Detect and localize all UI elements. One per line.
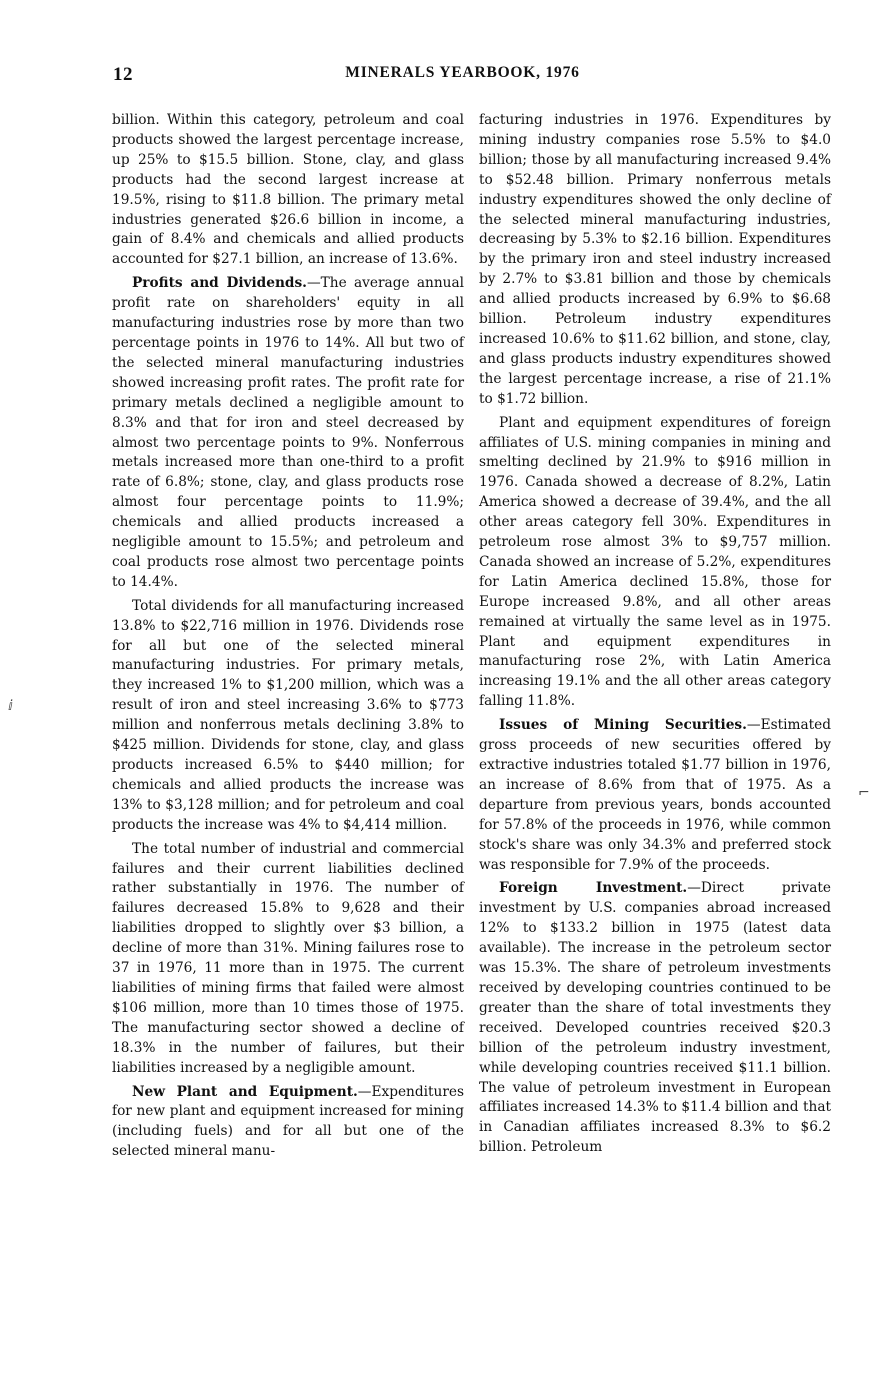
- section-heading-profits: Profits and Dividends.: [132, 275, 307, 292]
- paragraph-income-continued: billion. Within this category, petroleum and coal products showed the largest percentage increase, up 25% to $15.5 billion. Stone, clay, and glass products had the second largest increase at 19.5%, rising to $11.8 billion. The primary metal industries generated $26.6 billion in income, a gain of 8.4% and chemicals and allied products accounted for $27.1 billion, an increase of 13.6%.: [112, 112, 464, 268]
- paragraph-foreign-investment: [479, 879, 831, 1158]
- paragraph-failures: The total number of industrial and commercial failures and their current liabilities declined rather substantially in 1976. The number of failures decreased 15.8% to 9,628 and their liabilities dropped to slightly over $3 billion, a decline of more than 31%. Mining failures rose to 37 in 1976, 11 more than in 1975. The current liabilities of mining firms that failed were almost $106 million, more than 10 times those of 1975. The manufacturing sector showed a decline of 18.3% in the number of failures, but their liabilities increased by a negligible amount.: [112, 840, 464, 1076]
- section-heading-foreign-investment: Foreign Investment.: [499, 880, 688, 897]
- right-column: [479, 111, 831, 1158]
- paragraph-profits-dividends: [112, 274, 464, 593]
- running-title: MINERALS YEARBOOK, 1976: [345, 64, 580, 81]
- left-column: [112, 111, 464, 1162]
- margin-mark: ⌐: [858, 785, 870, 801]
- section-heading-securities: Issues of Mining Securities.: [499, 717, 747, 734]
- paragraph-mining-securities: [479, 716, 831, 875]
- paragraph-new-plant: [112, 1083, 464, 1163]
- paragraph-profits-body: —The average annual profit rate on shareholders' equity in all manufacturing industries rose by more than two percentage points in 1976 to 14%. All but two of the selected mineral manufacturing industries showed increasing profit rates. The profit rate for primary metals declined a negligible amount to 8.3% and that for iron and steel decreased by almost two percentage points to 9%. Nonferrous metals increased more than one-third to a profit rate of 6.8%; stone, clay, and glass products rose almost four percentage points to 11.9%; chemicals and allied products increased a negligible amount to 15.5%; and petroleum and coal products rose almost two percentage points to 14.4%.: [112, 275, 465, 590]
- paragraph-new-plant-body: —Expenditures for new plant and equipment increased for mining (including fuels) and for all but one of the selected mineral manu-: [112, 1083, 464, 1160]
- page-number: 12: [113, 64, 133, 85]
- section-heading-new-plant: New Plant and Equipment.: [132, 1083, 358, 1100]
- paragraph-expenditures-continued: facturing industries in 1976. Expenditures by mining industry companies rose 5.5% to $4.0 billion; those by all manufacturing increased 9.4% to $52.48 billion. Primary nonferrous metals industry expenditures showed the only decline of the selected mineral manufacturing industries, decreasing by 5.3% to $2.16 billion. Expenditures by the primary iron and steel industry increased by 2.7% to $3.81 billion and those by chemicals and allied products increased by 6.9% to $6.68 billion. Petroleum industry expenditures increased 10.6% to $11.62 billion, and stone, clay, and glass products industry expenditures showed the largest percentage increase, a rise of 21.1% to $1.72 billion.: [479, 112, 831, 407]
- paragraph-securities-body: —Estimated gross proceeds of new securities offered by extractive industries totaled $1.77 billion in 1976, an increase of 8.6% from that of 1975. As a departure from previous years, bonds accounted for 57.8% of the proceeds in 1976, while common stock's share was only 34.3% and preferred stock was responsible for 7.9% of the proceeds.: [479, 717, 831, 873]
- paragraph-foreign-affiliates: Plant and equipment expenditures of foreign affiliates of U.S. mining companies in mining and smelting declined by 21.9% to $916 million in 1976. Canada showed a decrease of 8.2%, Latin America showed a decrease of 39.4%, and the all other areas category fell 30%. Expenditures in petroleum rose almost 3% to $9,757 million. Canada showed an increase of 5.2%, expenditures for Latin America declined 15.8%, those for Europe increased 9.8%, and all other areas remained at virtually the same level as in 1975. Plant and equipment expenditures in manufacturing rose 2%, with Latin America increasing 19.1% and the all other areas category falling 11.8%.: [479, 414, 831, 710]
- margin-mark: ⅈ: [8, 698, 13, 714]
- paragraph-total-dividends: Total dividends for all manufacturing increased 13.8% to $22,716 million in 1976. Dividends rose for all but one of the selected mineral manufacturing industries. For primary metals, they increased 1% to $1,200 million, which was a result of iron and steel increasing 3.6% to $773 million and nonferrous metals declining 3.8% to $425 million. Dividends for stone, clay, and glass products increased 6.5% to $440 million; for chemicals and allied products the increase was 13% to $3,128 million; and for petroleum and coal products the increase was 4% to $4,414 million.: [112, 597, 464, 833]
- paragraph-foreign-investment-body: —Direct private investment by U.S. companies abroad increased 12% to $133.2 billion in 1975 (latest data available). The increase in the petroleum sector was 15.3%. The share of petroleum investments received by developing countries continued to be greater than the share of total investments they received. Developed countries received $20.3 billion of the petroleum industry investment, while developing countries received $11.1 billion. The value of petroleum investment in European affiliates increased 14.3% to $11.4 billion and that in Canadian affiliates increased 8.3% to $6.2 billion. Petroleum: [479, 880, 831, 1156]
